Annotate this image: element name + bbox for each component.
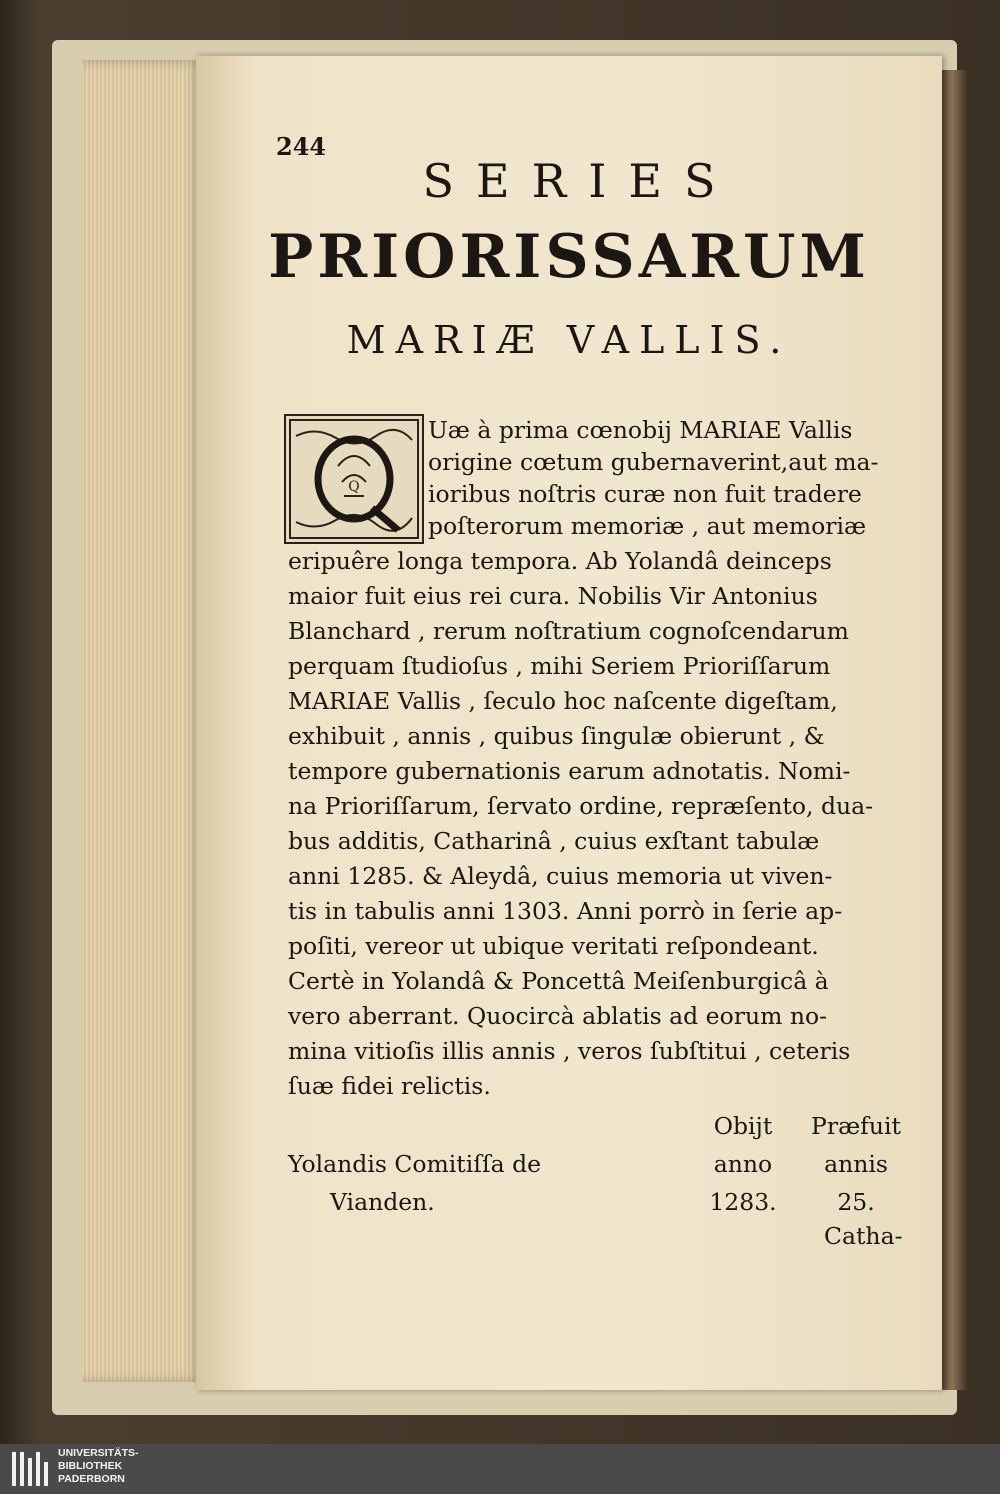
column-header-obiit: Obijt	[713, 1112, 773, 1140]
text-line-18: vero aberrant. Quocircà ablatis ad eorum no-	[288, 1002, 828, 1030]
book-page	[196, 56, 942, 1390]
text-line-6: maior fuit eius rei cura. Nobilis Vir Antonius	[288, 582, 818, 610]
library-name-line-1: UNIVERSITÄTS-	[58, 1447, 139, 1459]
text-line-17: Certè in Yolandâ & Poncettâ Meiſenburgicâ à	[288, 967, 829, 995]
text-line-9: MARIAE Vallis , ſeculo hoc naſcente digeſtam,	[288, 687, 838, 715]
library-name-line-2: BIBLIOTHEK	[58, 1460, 123, 1472]
facing-page-edge	[942, 70, 968, 1390]
text-line-10: exhibuit , annis , quibus ſingulæ obierunt , &	[288, 722, 825, 750]
library-logo-icon	[10, 1448, 54, 1490]
text-line-15: tis in tabulis anni 1303. Anni porrò in ſerie ap-	[288, 897, 843, 925]
text-line-3: ioribus noſtris curæ non fuit tradere	[428, 480, 862, 508]
catchword: Catha-	[824, 1222, 903, 1250]
text-line-2: origine cœtum gubernaverint,aut ma-	[428, 448, 879, 476]
column-subheader-anno: anno	[713, 1150, 773, 1178]
column-header-praefuit: Præfuit	[811, 1112, 901, 1140]
page-number: 244	[276, 132, 327, 161]
title-priorissarum: PRIORISSARUM	[268, 222, 870, 292]
text-line-8: perquam ſtudioſus , mihi Seriem Prioriſſarum	[288, 652, 831, 680]
text-line-13: bus additis, Catharinâ , cuius exſtant tabulæ	[288, 827, 820, 855]
text-line-19: mina vitioſis illis annis , veros ſubſtitui , ceteris	[288, 1037, 851, 1065]
column-subheader-annis: annis	[824, 1150, 888, 1178]
decorated-initial-q	[284, 414, 424, 544]
text-line-20: ſuæ fidei relictis.	[288, 1072, 491, 1100]
text-line-1: Uæ à prima cœnobij MARIAE Vallis	[428, 416, 853, 444]
library-footer	[0, 1444, 1000, 1494]
text-line-16: poſiti, vereor ut ubique veritati reſpondeant.	[288, 932, 819, 960]
ornament-icon	[286, 416, 422, 542]
initial-letter: Q	[348, 479, 360, 495]
page-edges	[82, 60, 204, 1382]
title-mariae-vallis: MARIÆ VALLIS.	[346, 318, 792, 362]
year-of-death: 1283.	[709, 1188, 777, 1216]
text-line-12: na Prioriſſarum, ſervato ordine, repræſento, dua-	[288, 792, 874, 820]
priorissa-name-continued: Vianden.	[330, 1188, 435, 1216]
title-series: SERIES	[422, 154, 738, 208]
priorissa-name: Yolandis Comitiſſa de	[288, 1150, 542, 1178]
years-in-office: 25.	[837, 1188, 875, 1216]
text-line-11: tempore gubernationis earum adnotatis. Nomi-	[288, 757, 851, 785]
library-name-line-3: PADERBORN	[58, 1473, 125, 1485]
text-line-5: eripuêre longa tempora. Ab Yolandâ deinceps	[288, 547, 832, 575]
text-line-14: anni 1285. & Aleydâ, cuius memoria ut viven-	[288, 862, 833, 890]
text-line-7: Blanchard , rerum noſtratium cognoſcendarum	[288, 617, 849, 645]
library-name	[58, 1447, 139, 1486]
text-line-4: poſterorum memoriæ , aut memoriæ	[428, 512, 867, 540]
